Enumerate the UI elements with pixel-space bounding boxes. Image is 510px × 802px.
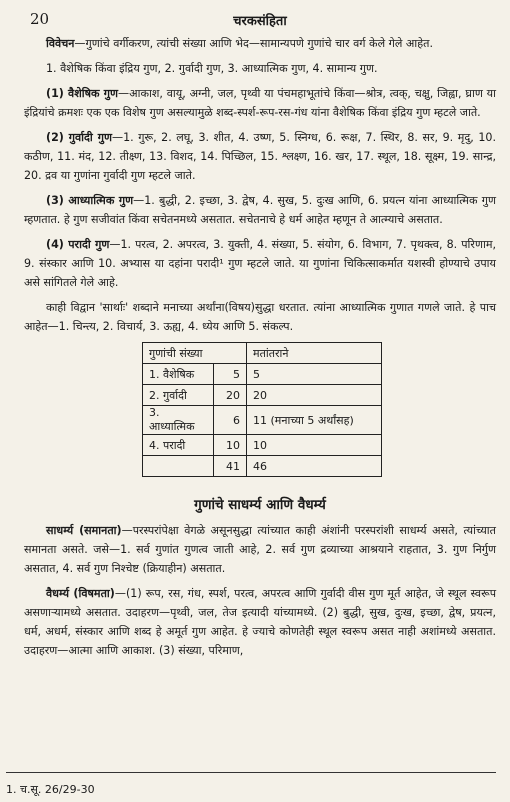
- row-count: 10: [214, 435, 247, 456]
- guna-count-table: [142, 342, 382, 477]
- row-count: 20: [214, 385, 247, 406]
- section-gurvadi: [24, 128, 496, 185]
- header-alternate-view: मतांतराने: [247, 343, 382, 364]
- sadharmya-paragraph: [24, 521, 496, 578]
- row-alt: 10: [247, 435, 382, 456]
- table-total-row: [143, 456, 382, 477]
- sadharmya-term: साधर्म्य (समानता): [46, 524, 122, 537]
- row-name: 1. वैशेषिक: [143, 364, 214, 385]
- adhyatmik-term: (3) आध्यात्मिक गुण: [46, 194, 134, 207]
- section-paradi: [24, 235, 496, 292]
- section-heading: गुणांचे साधर्म्य आणि वैधर्म्य: [194, 497, 326, 513]
- row-name: 3. आध्यात्मिक: [143, 406, 214, 435]
- intro-paragraph: [24, 34, 496, 53]
- footnote-divider: [6, 772, 496, 773]
- row-name: 4. परादी: [143, 435, 214, 456]
- running-header: [24, 0, 496, 34]
- vaisheshik-text: —आकाश, वायू, अग्नी, जल, पृथ्वी या पंचमहाभूतांचे किंवा—श्रोत्र, त्वक्, चक्षु, जिह्वा, घ्राण या इंद्रियांचे क्रमशः एक एक विशेष गुण असल्यामुळे शब्द-स्पर्श-रूप-रस-गंध यांना वैशेषिक किंवा इंद्रिय गुण म्हटले जाते.: [24, 87, 496, 119]
- intro-list: 1. वैशेषिक किंवा इंद्रिय गुण, 2. गुर्वादी गुण, 3. आध्यात्मिक गुण, 4. सामान्य गुण.: [46, 62, 378, 75]
- header-guna-count: गुणांची संख्या: [143, 343, 247, 364]
- row-count: 6: [214, 406, 247, 435]
- adhyatmik-text: —1. बुद्धी, 2. इच्छा, 3. द्वेष, 4. सुख, 5. दुःख आणि, 6. प्रयत्न यांना आध्यात्मिक गुण म्हणतात. हे गुण सजीवांत किंवा सचेतनमध्ये असतात. सचेतनाचे हे धर्म आहेत म्हणून ते आत्म्याचे असतात.: [24, 194, 497, 226]
- row-alt: 11 (मनाच्या 5 अर्थांसह): [247, 406, 382, 435]
- note-paragraph: काही विद्वान 'सार्थाः' शब्दाने मनाच्या अर्थांना(विषय)सुद्धा धरतात. त्यांना आध्यात्मिक गुणात गणले जाते. हे पाच आहेत—1. चिन्त्य, 2. विचार्य, 3. ऊह्य, 4. ध्येय आणि 5. संकल्प.: [24, 301, 496, 333]
- table-row: [143, 406, 382, 435]
- table-row: [143, 364, 382, 385]
- row-count: 5: [214, 364, 247, 385]
- table-row: [143, 435, 382, 456]
- vaidharmya-term: वैधर्म्य (विषमता): [46, 587, 115, 600]
- total-count: 41: [214, 456, 247, 477]
- table-header-row: [143, 343, 382, 364]
- page-number: 20: [30, 10, 50, 28]
- row-alt: 5: [247, 364, 382, 385]
- vaisheshik-term: (1) वैशेषिक गुण: [46, 87, 119, 100]
- vaidharmya-paragraph: [24, 584, 496, 660]
- gurvadi-text: —1. गुरू, 2. लघू, 3. शीत, 4. उष्ण, 5. स्निग्ध, 6. रूक्ष, 7. स्थिर, 8. सर, 9. मृदु, 10. कठीण, 11. मंद, 12. तीक्ष्ण, 13. विशद, 14. पिच्छिल, 15. श्लक्ष्ण, 16. खर, 17. स्थूल, 18. सूक्ष्म, 19. सान्द्र, 20. द्रव या गुणांना गुर्वादी गुण म्हटले जाते.: [24, 131, 496, 182]
- section-vaisheshik: [24, 84, 496, 122]
- total-label-cell: [143, 456, 214, 477]
- row-name: 2. गुर्वादी: [143, 385, 214, 406]
- guna-count-table-wrap: [142, 342, 496, 477]
- gurvadi-term: (2) गुर्वादी गुण: [46, 131, 112, 144]
- section-adhyatmik: [24, 191, 496, 229]
- table-row: [143, 385, 382, 406]
- intro-text: —गुणांचे वर्गीकरण, त्यांची संख्या आणि भेद—सामान्यपणे गुणांचे चार वर्ग केले गेले आहेत.: [74, 37, 433, 50]
- sadharmya-text: —परस्परांपेक्षा वेगळे असूनसुद्धा त्यांच्यात काही अंशांनी परस्परांशी साधर्म्य असते, त्यांच्यात समानता असते. जसे—1. सर्व गुणांत गुणत्व जाती आहे, 2. सर्व गुण द्रव्याच्या आश्रयाने राहतात, 3. गुण निर्गुण असतात, 4. सर्व गुण निश्चेष्ट (क्रियाहीन) असतात.: [24, 524, 496, 575]
- intro-term: विवेचन: [46, 37, 75, 50]
- paradi-text: —1. परत्व, 2. अपरत्व, 3. युक्ती, 4. संख्या, 5. संयोग, 6. विभाग, 7. पृथक्त्व, 8. परिणाम, 9. संस्कार आणि 10. अभ्यास या दहांना परादी¹ गुण म्हटले जाते. या गुणांना चिकित्साकर्मात यशस्वी होण्याचे उपाय असे सांगितले गेले आहे.: [24, 238, 496, 289]
- vaidharmya-text: —(1) रूप, रस, गंध, स्पर्श, परत्व, अपरत्व आणि गुर्वादी वीस गुण मूर्त आहेत, जे स्थूल स्वरूप असणाऱ्यामध्ये असतात. उदाहरण—पृथ्वी, जल, तेज इत्यादी यांच्यामध्ये. (2) बुद्धी, सुख, दुःख, इच्छा, द्वेष, प्रयत्न, धर्म, अधर्म, संस्कार आणि शब्द हे अमूर्त गुण आहेत. हे ज्याचे कोणतेही स्थूल स्वरूप असत नाही अशांमध्ये असतात. उदाहरण—आत्मा आणि आकाश. (3) संख्या, परिमाण,: [24, 587, 496, 657]
- footnote: 1. च.सू. 26/29-30: [6, 783, 95, 796]
- running-title: चरकसंहिता: [233, 14, 287, 29]
- paradi-term: (4) परादी गुण: [46, 238, 110, 251]
- row-alt: 20: [247, 385, 382, 406]
- total-alt: 46: [247, 456, 382, 477]
